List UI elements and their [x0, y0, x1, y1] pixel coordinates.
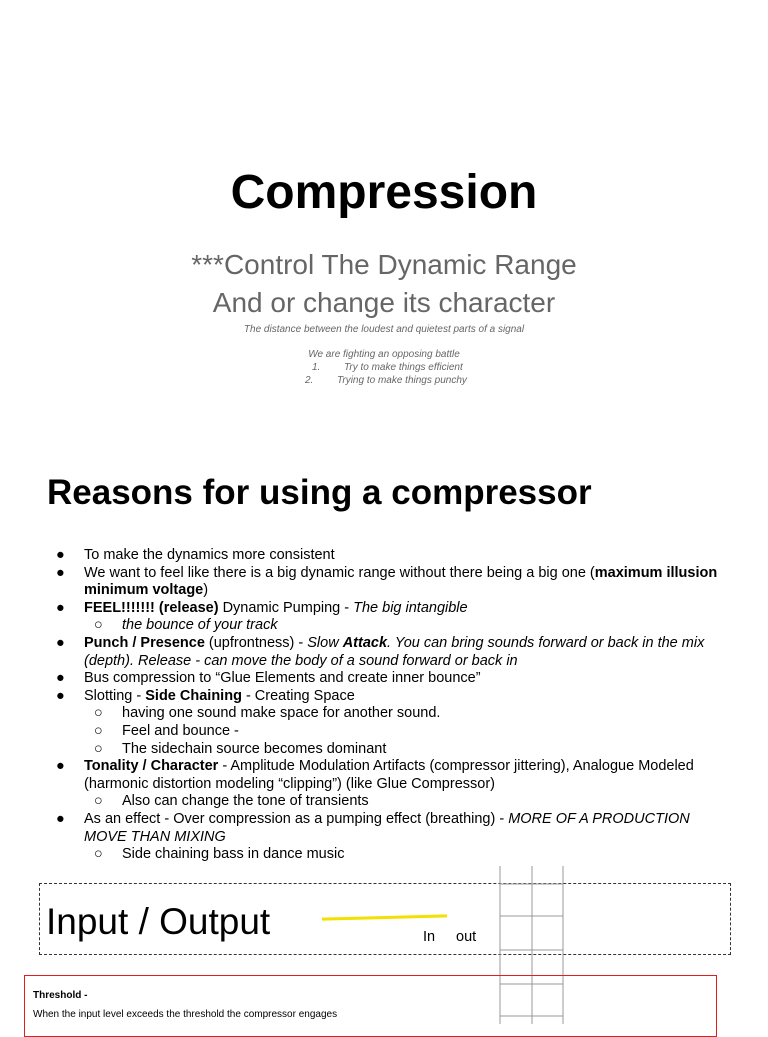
list-item: [56, 547, 736, 565]
in-label: In: [423, 929, 436, 945]
bullet-dot-icon: ●: [56, 634, 65, 651]
sub-list-item-text: having one sound make space for another sound.: [122, 705, 441, 722]
battle-item: [312, 361, 463, 374]
threshold-box: [24, 975, 717, 1037]
reasons-list: [56, 547, 736, 864]
list-item-bold: Punch / Presence: [84, 634, 205, 651]
bullet-circle-icon: ○: [94, 617, 103, 634]
sub-list-item: [56, 617, 736, 635]
battle-item-text: Try to make things efficient: [344, 362, 463, 373]
bullet-dot-icon: ●: [56, 758, 65, 775]
sub-list-item-text: The sidechain source becomes dominant: [122, 740, 387, 757]
battle-item-number: 1.: [312, 362, 321, 373]
list-item-text: ): [203, 582, 209, 599]
list-item-bold: Tonality / Character: [84, 758, 219, 775]
list-item-text: (upfrontness) -: [204, 634, 308, 651]
list-item-text: As an effect - Over compression as a pumping effect (breathing) -: [84, 810, 509, 827]
list-item-text: Bus compression to “Glue Elements and create inner bounce”: [84, 670, 481, 687]
list-item-bold: FEEL!!!!!!! (release): [84, 599, 219, 616]
list-item-text: - Creating Space: [241, 687, 355, 704]
sub-list-item-text: the bounce of your track: [122, 617, 278, 634]
list-item-text: Slotting -: [84, 687, 146, 704]
reasons-heading: Reasons for using a compressor: [47, 473, 592, 512]
out-label: out: [456, 929, 477, 945]
list-item: [56, 688, 736, 706]
threshold-title: Threshold -: [33, 990, 88, 1001]
battle-note: We are fighting an opposing battle: [308, 349, 460, 360]
list-item-bold: maximum illusion minimum voltage: [84, 564, 718, 599]
page-title: Compression: [230, 166, 538, 219]
sub-list-item: [56, 723, 736, 741]
list-item-text: We want to feel like there is a big dynamic range without there being a big one (: [84, 564, 595, 581]
list-item-italic: Slow: [307, 634, 343, 651]
bullet-dot-icon: ●: [56, 547, 65, 563]
bullet-circle-icon: ○: [94, 793, 103, 810]
dynamic-range-definition: The distance between the loudest and quietest parts of a signal: [243, 324, 525, 335]
sub-list-item: [56, 846, 736, 864]
sub-list-item-text: Side chaining bass in dance music: [122, 846, 345, 863]
list-item-italic: MORE OF A PRODUCTION MOVE THAN MIXING: [84, 810, 690, 845]
list-item-italic: . You can bring sounds forward or back in the mix (depth). Release - can move the body of a sound forward or back in: [84, 634, 705, 669]
bullet-dot-icon: ●: [56, 670, 65, 687]
bullet-circle-icon: ○: [94, 740, 103, 757]
subtitle-line-2: And or change its character: [212, 287, 556, 318]
sub-list-item: [56, 741, 736, 759]
list-item: [56, 670, 736, 688]
battle-item-number: 2.: [305, 375, 314, 386]
sub-list-item-text: Feel and bounce -: [122, 722, 239, 739]
input-output-title: Input / Output: [46, 901, 271, 942]
list-item: [56, 758, 736, 793]
list-item-text: - Amplitude Modulation Artifacts (compressor jittering), Analogue Modeled (harmonic distortion modeling “clipping”) (like Glue Compressor): [84, 758, 694, 792]
list-item: [56, 600, 736, 618]
sub-list-item: [56, 705, 736, 723]
bullet-circle-icon: ○: [94, 846, 103, 863]
bullet-dot-icon: ●: [56, 564, 65, 581]
battle-item: [305, 374, 467, 387]
bullet-circle-icon: ○: [94, 705, 103, 722]
list-item: [56, 565, 736, 600]
threshold-description: When the input level exceeds the threshold the compressor engages: [33, 1009, 338, 1020]
list-item-italic: The big intangible: [353, 599, 468, 616]
list-item: [56, 811, 736, 846]
list-item-text: Dynamic Pumping -: [218, 599, 354, 616]
list-item-text: To make the dynamics more consistent: [84, 547, 335, 563]
bullet-dot-icon: ●: [56, 687, 65, 704]
battle-item-text: Trying to make things punchy: [337, 375, 467, 386]
bullet-dot-icon: ●: [56, 810, 65, 827]
list-item: [56, 635, 736, 670]
bullet-circle-icon: ○: [94, 722, 103, 739]
list-item-bold-italic: Attack: [342, 634, 388, 651]
sub-list-item: [56, 793, 736, 811]
sub-list-item-text: Also can change the tone of transients: [122, 793, 369, 810]
subtitle-line-1: ***Control The Dynamic Range: [191, 249, 577, 280]
bullet-dot-icon: ●: [56, 599, 65, 616]
list-item-bold: Side Chaining: [145, 687, 242, 704]
